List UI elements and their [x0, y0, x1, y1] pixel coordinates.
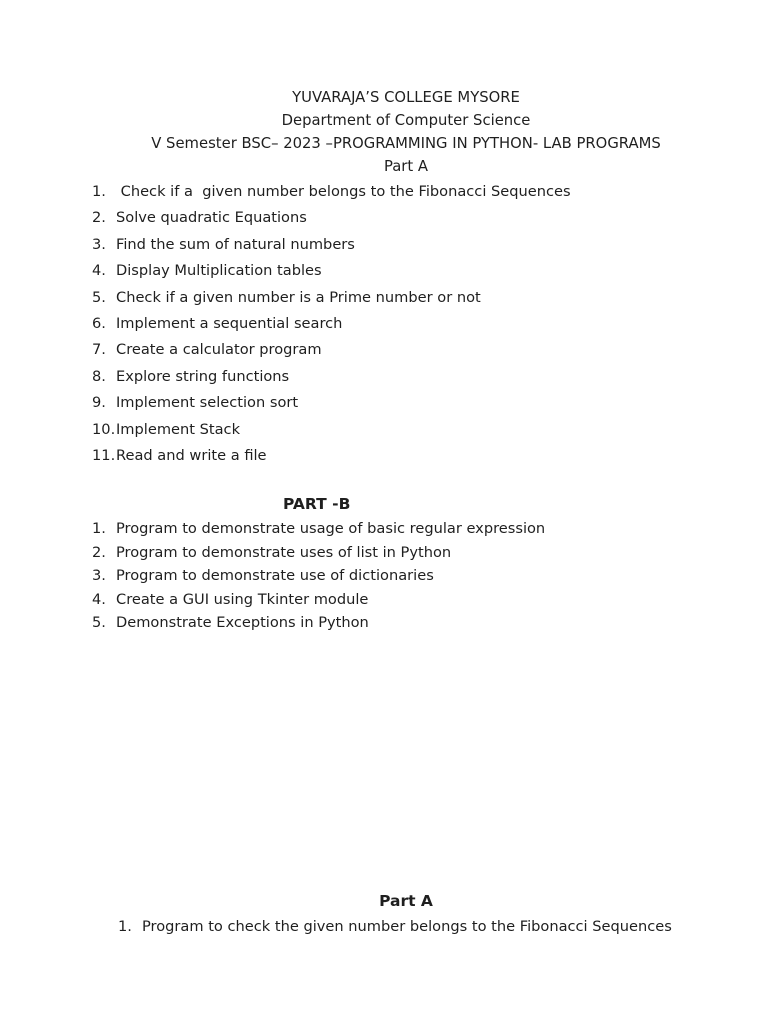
list-item-number: 1.: [118, 917, 132, 935]
part-b-heading: PART -B: [283, 495, 351, 514]
list-item: [92, 611, 720, 635]
list-item: [92, 258, 720, 284]
list-item-text: Check if a given number belongs to the Fibonacci Sequences: [116, 183, 571, 200]
list-item-text: Read and write a file: [116, 447, 267, 465]
list-item-number: 4.: [92, 262, 106, 280]
bottom-part-a-heading: Part A: [379, 891, 433, 910]
list-item-text: Program to demonstrate use of dictionaries: [116, 567, 434, 585]
list-item: [92, 179, 720, 205]
list-item-number: 7.: [92, 341, 106, 359]
list-item-text: Find the sum of natural numbers: [116, 235, 355, 253]
list-item: [92, 541, 720, 565]
list-item-number: 4.: [92, 590, 106, 608]
part-a-list: [92, 179, 720, 469]
list-item-number: 8.: [92, 367, 106, 385]
list-item-text: Implement selection sort: [116, 394, 299, 412]
list-item: [92, 337, 720, 363]
list-item-text: Implement a sequential search: [116, 315, 343, 333]
list-item-number: 1.: [92, 520, 106, 538]
part-b-list: [92, 517, 720, 635]
list-item-text: Demonstrate Exceptions in Python: [116, 614, 369, 632]
list-item-number: 2.: [92, 543, 106, 561]
list-item-number: 11.: [92, 447, 116, 465]
list-item-number: 9.: [92, 394, 106, 412]
list-item-text: Implement Stack: [116, 420, 241, 438]
list-item: [92, 205, 720, 231]
list-item-text: Program to demonstrate usage of basic regular expression: [116, 520, 546, 538]
list-item: [92, 564, 720, 588]
list-item-number: 3.: [92, 567, 106, 585]
list-item-text: Display Multiplication tables: [116, 262, 322, 280]
list-item-text: Program to demonstrate uses of list in Python: [116, 543, 452, 561]
list-item: [92, 588, 720, 612]
department-title: Department of Computer Science: [281, 112, 531, 129]
list-item: [118, 914, 720, 940]
list-item-number: 3.: [92, 235, 106, 253]
list-item: [92, 417, 720, 443]
part-a-heading: Part A: [383, 158, 429, 175]
list-item-text: Create a calculator program: [116, 341, 322, 359]
list-item-text: Check if a given number is a Prime number or not: [116, 288, 481, 306]
bottom-part-a-list: [118, 914, 720, 940]
document-content: [92, 86, 720, 940]
list-item: [92, 232, 720, 258]
blank-space: [92, 635, 720, 890]
list-item-number: 5.: [92, 614, 106, 632]
list-item-text: Solve quadratic Equations: [116, 209, 307, 227]
list-item: [92, 517, 720, 541]
list-item-number: 6.: [92, 315, 106, 333]
list-item-number: 10.: [92, 420, 116, 438]
list-item: [92, 285, 720, 311]
list-item: [92, 390, 720, 416]
list-item: [92, 364, 720, 390]
list-item: [92, 443, 720, 469]
list-item-number: 1.: [92, 183, 106, 200]
list-item-number: 5.: [92, 288, 106, 306]
course-title: V Semester BSC– 2023 –PROGRAMMING IN PYTHON- LAB PROGRAMS: [151, 135, 661, 152]
list-item: [92, 311, 720, 337]
list-item-number: 2.: [92, 209, 106, 227]
list-item-text: Create a GUI using Tkinter module: [116, 590, 369, 608]
list-item-text: Program to check the given number belongs to the Fibonacci Sequences: [142, 917, 672, 935]
list-item-text: Explore string functions: [116, 367, 290, 385]
college-title: YUVARAJA’S COLLEGE MYSORE: [292, 89, 520, 106]
